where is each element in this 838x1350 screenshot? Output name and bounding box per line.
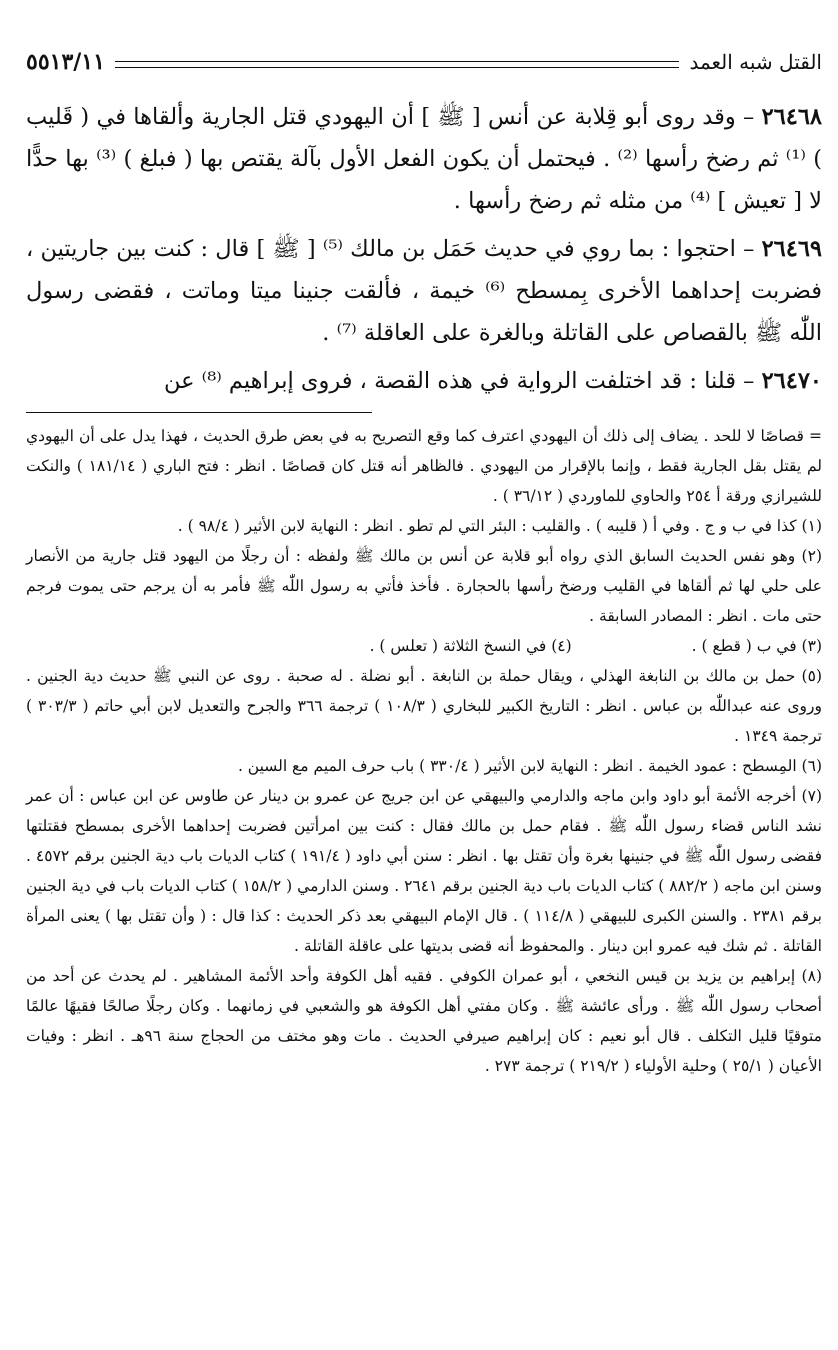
footnote-8: (٨) إبراهيم بن يزيد بن قيس النخعي ، أبو عمران الكوفي . فقيه أهل الكوفة وأحد الأئمة المشاهير . لم يحدث عن أحد من أصحاب رسول اللّٰه ﷺ . ورأى عائشة ﷺ . وكان مفتي أهل الكوفة هو والشعبي في زمانهما . وكان رجلًا صالحًا فقيهًا عالمًا متوقيًا قليل التكلف . قال أبو نعيم : كان إبراهيم صيرفي الحديث . مات وهو مختف من الحجاج سنة ٩٦هـ . انظر : وفيات الأعيان ( ٢٥/١ ) وحلية الأولياء ( ٢١٩/٢ ) ترجمة ٢٧٣ . [26, 967, 822, 1075]
footnotes [26, 421, 822, 1081]
paragraph-text: – وقد روى أبو قِلابة عن أنس [ ﷺ ] أن اليهودي قتل الجارية وألقاها في ( قَليب ) ⁽¹⁾ ثم رضخ رأسها ⁽²⁾ . فيحتمل أن يكون الفعل الأول بآلة يقتص بها ( فبلغ ) ⁽³⁾ بها حدًّا لا [ تعيش ] ⁽⁴⁾ من مثله ثم رضخ رأسها . [26, 104, 822, 214]
paragraph-number: ٢٦٤٦٩ [761, 236, 822, 262]
paragraph [26, 228, 822, 354]
footnote-pair [26, 631, 822, 661]
book-page [26, 42, 822, 1081]
paragraph-text: – احتجوا : بما روي في حديث حَمَل بن مالك ⁽⁵⁾ [ ﷺ ] قال : كنت بين جاريتين ، فضربت إحداهما الأخرى بِمسطح ⁽⁶⁾ خيمة ، فألقت جنينا ميتا وماتت ، فقضى رسول اللّٰه ﷺ بالقصاص على القاتلة وبالغرة على العاقلة ⁽⁷⁾ . [26, 236, 822, 346]
footnote-6: (٦) المِسطح : عمود الخيمة . انظر : النهاية لابن الأثير ( ٣٣٠/٤ ) باب حرف الميم مع السين . [237, 757, 822, 775]
footnote-7: (٧) أخرجه الأئمة أبو داود وابن ماجه والدارمي والبيهقي عن ابن جريج عن عمرو بن دينار عن طاوس عن ابن عباس : أن عمر نشد الناس قضاء رسول اللّٰه ﷺ . فقام حمل بن مالك فقال : كنت بين امرأتين فضربت إحداهما الأخرى بمسطح فقتلتها فقضى رسول اللّٰه ﷺ في جنينها بغرة وأن تقتل بها . انظر : سنن أبي داود ( ١٩١/٤ ) كتاب الديات باب دية الجنين برقم ٤٥٧٢ . وسنن ابن ماجه ( ٨٨٢/٢ ) كتاب الديات باب دية الجنين برقم ٢٦٤١ . وسنن الدارمي ( ١٥٨/٢ ) كتاب الديات باب في دية الجنين برقم ٢٣٨١ . والسنن الكبرى للبيهقي ( ١١٤/٨ ) . قال الإمام البيهقي بعد ذكر الحديث : كذا قال : ( وأن تقتل بها ) يعنى المرأة القاتلة . ثم شك فيه عمرو ابن دينار . والمحفوظ أنه قضى بديتها على عاقلة القاتلة . [26, 787, 823, 955]
paragraph-number: ٢٦٤٦٨ [761, 104, 822, 130]
paragraph-number: ٢٦٤٧٠ [761, 368, 822, 394]
footnote-5: (٥) حمل بن مالك بن النابغة الهذلي ، ويقال حملة بن النابغة . أبو نضلة . له صحبة . روى عن النبي ﷺ حديث دية الجنين . وروى عنه عبداللّٰه بن عباس . انظر : التاريخ الكبير للبخاري ( ١٠٨/٣ ) ترجمة ٣٦٦ والجرح والتعديل لابن أبي حاتم ( ٣٠٣/٣ ) ترجمة ١٣٤٩ . [26, 667, 823, 745]
running-title: القتل شبه العمد [689, 50, 822, 74]
footnote-continuation: = قصاصًا لا للحد . يضاف إلى ذلك أن اليهودي اعترف كما وقع التصريح به في بعض طرق الحديث ، فهذا يدل على أن اليهودي لم يقتل بقل الجارية فقط ، وإنما بالإقرار من اليهودي . فالظاهر أنه قتل كان قصاصًا . انظر : فتح الباري ( ١٨١/١٤ ) والنكت للشيرازي ورقة أ ٢٥٤ والحاوي للماوردي ( ٣٦/١٢ ) . [26, 427, 822, 505]
footnote-separator [26, 412, 372, 413]
footnote-1: (١) كذا في ب و ج . وفي أ ( قليبه ) . والقليب : البئر التي لم تطو . انظر : النهاية لابن الأثير ( ٩٨/٤ ) . [177, 517, 822, 535]
footnote-3: (٣) في ب ( قطع ) . [691, 637, 822, 655]
paragraph-text: – قلنا : قد اختلفت الرواية في هذه القصة ، فروى إبراهيم ⁽⁸⁾ عن [163, 368, 762, 394]
header-double-rule [115, 61, 680, 68]
page-reference: ٥٥١٣/١١ [26, 49, 105, 75]
paragraph [26, 360, 822, 402]
main-text [26, 96, 822, 402]
footnote-2: (٢) وهو نفس الحديث السابق الذي رواه أبو قلابة عن أنس بن مالك ﷺ ولفظه : أن رجلًا من اليهود قتل جارية من الأنصار على حلي لها ثم ألقاها في القليب ورضخ رأسها بالحجارة . فأخذ فأتي به رسول اللّٰه ﷺ فأمر به أن يرجم حتى يموت فرجم حتى مات . انظر : المصادر السابقة . [26, 547, 822, 625]
footnote-4: (٤) في النسخ الثلاثة ( تعلس ) . [369, 637, 572, 655]
running-header [26, 42, 822, 82]
paragraph [26, 96, 822, 222]
